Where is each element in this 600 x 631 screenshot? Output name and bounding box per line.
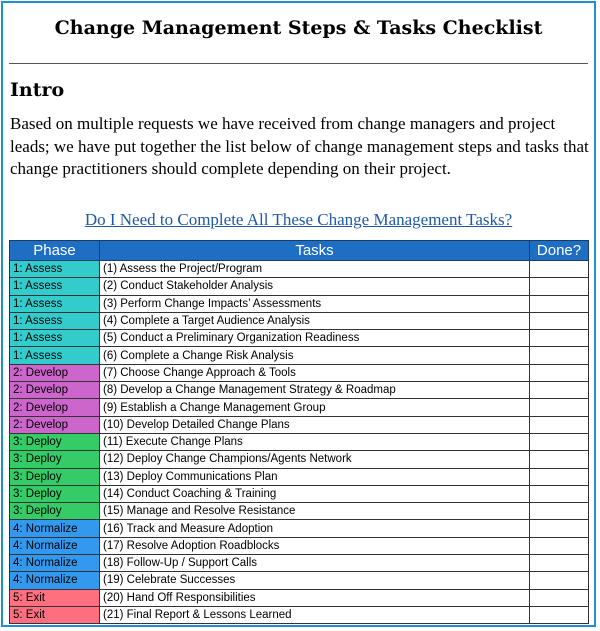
- phase-cell: 4: Normalize: [10, 555, 100, 572]
- task-cell: (14) Conduct Coaching & Training: [100, 485, 530, 502]
- done-checkbox-cell[interactable]: [530, 312, 589, 329]
- task-cell: (7) Choose Change Approach & Tools: [100, 364, 530, 381]
- task-cell: (4) Complete a Target Audience Analysis: [100, 312, 530, 329]
- task-cell: (8) Develop a Change Management Strategy & Roadmap: [100, 382, 530, 399]
- task-cell: (10) Develop Detailed Change Plans: [100, 416, 530, 433]
- phase-cell: 3: Deploy: [10, 433, 100, 450]
- done-checkbox-cell[interactable]: [530, 416, 589, 433]
- phase-cell: 2: Develop: [10, 382, 100, 399]
- task-cell: (3) Perform Change Impacts’ Assessments: [100, 295, 530, 312]
- phase-cell: 5: Exit: [10, 589, 100, 606]
- phase-cell: 4: Normalize: [10, 537, 100, 554]
- done-checkbox-cell[interactable]: [530, 537, 589, 554]
- table-row: [10, 416, 589, 433]
- done-checkbox-cell[interactable]: [530, 468, 589, 485]
- table-row: [10, 330, 589, 347]
- table-row: [10, 399, 589, 416]
- phase-cell: 1: Assess: [10, 347, 100, 364]
- done-checkbox-cell[interactable]: [530, 606, 589, 623]
- done-checkbox-cell[interactable]: [530, 295, 589, 312]
- table-row: [10, 382, 589, 399]
- task-cell: (6) Complete a Change Risk Analysis: [100, 347, 530, 364]
- table-row: [10, 278, 589, 295]
- task-cell: (16) Track and Measure Adoption: [100, 520, 530, 537]
- done-checkbox-cell[interactable]: [530, 399, 589, 416]
- table-row: [10, 433, 589, 450]
- done-checkbox-cell[interactable]: [530, 555, 589, 572]
- table-row: [10, 589, 589, 606]
- title-divider: [9, 63, 588, 64]
- table-row: [10, 537, 589, 554]
- table-row: [10, 606, 589, 623]
- phase-cell: 2: Develop: [10, 416, 100, 433]
- table-row: [10, 555, 589, 572]
- done-checkbox-cell[interactable]: [530, 485, 589, 502]
- phase-cell: 1: Assess: [10, 278, 100, 295]
- done-checkbox-cell[interactable]: [530, 382, 589, 399]
- table-row: [10, 364, 589, 381]
- done-checkbox-cell[interactable]: [530, 433, 589, 450]
- phase-cell: 5: Exit: [10, 606, 100, 623]
- header-tasks: Tasks: [100, 241, 530, 261]
- task-cell: (21) Final Report & Lessons Learned: [100, 606, 530, 623]
- phase-cell: 4: Normalize: [10, 572, 100, 589]
- table-row: [10, 485, 589, 502]
- table-row: [10, 451, 589, 468]
- phase-cell: 2: Develop: [10, 364, 100, 381]
- page-title: Change Management Steps & Tasks Checklist: [54, 17, 543, 39]
- checklist-table: [9, 240, 589, 624]
- done-checkbox-cell[interactable]: [530, 364, 589, 381]
- phase-cell: 1: Assess: [10, 312, 100, 329]
- table-row: [10, 503, 589, 520]
- table-row: [10, 312, 589, 329]
- task-cell: (9) Establish a Change Management Group: [100, 399, 530, 416]
- intro-heading: Intro: [10, 79, 65, 101]
- task-cell: (12) Deploy Change Champions/Agents Network: [100, 451, 530, 468]
- done-checkbox-cell[interactable]: [530, 278, 589, 295]
- phase-cell: 4: Normalize: [10, 520, 100, 537]
- table-row: [10, 295, 589, 312]
- phase-cell: 3: Deploy: [10, 485, 100, 502]
- phase-cell: 3: Deploy: [10, 468, 100, 485]
- intro-paragraph: Based on multiple requests we have received from change managers and project leads; we have put together the list below of change management steps and tasks that change practitioners should complete depending on their project.: [10, 114, 589, 178]
- task-cell: (11) Execute Change Plans: [100, 433, 530, 450]
- task-cell: (1) Assess the Project/Program: [100, 261, 530, 278]
- table-row: [10, 261, 589, 278]
- phase-cell: 3: Deploy: [10, 503, 100, 520]
- tasks-faq-link[interactable]: Do I Need to Complete All These Change Management Tasks?: [84, 210, 513, 229]
- done-checkbox-cell[interactable]: [530, 503, 589, 520]
- done-checkbox-cell[interactable]: [530, 589, 589, 606]
- table-row: [10, 468, 589, 485]
- done-checkbox-cell[interactable]: [530, 347, 589, 364]
- task-cell: (19) Celebrate Successes: [100, 572, 530, 589]
- phase-cell: 3: Deploy: [10, 451, 100, 468]
- done-checkbox-cell[interactable]: [530, 330, 589, 347]
- task-cell: (2) Conduct Stakeholder Analysis: [100, 278, 530, 295]
- task-cell: (20) Hand Off Responsibilities: [100, 589, 530, 606]
- table-row: [10, 520, 589, 537]
- task-cell: (15) Manage and Resolve Resistance: [100, 503, 530, 520]
- header-done: Done?: [530, 241, 589, 261]
- phase-cell: 1: Assess: [10, 261, 100, 278]
- done-checkbox-cell[interactable]: [530, 451, 589, 468]
- task-cell: (5) Conduct a Preliminary Organization Readiness: [100, 330, 530, 347]
- phase-cell: 1: Assess: [10, 330, 100, 347]
- phase-cell: 2: Develop: [10, 399, 100, 416]
- task-cell: (17) Resolve Adoption Roadblocks: [100, 537, 530, 554]
- done-checkbox-cell[interactable]: [530, 261, 589, 278]
- phase-cell: 1: Assess: [10, 295, 100, 312]
- task-cell: (13) Deploy Communications Plan: [100, 468, 530, 485]
- header-phase: Phase: [10, 241, 100, 261]
- done-checkbox-cell[interactable]: [530, 572, 589, 589]
- table-row: [10, 572, 589, 589]
- table-header-row: [10, 241, 589, 261]
- done-checkbox-cell[interactable]: [530, 520, 589, 537]
- table-row: [10, 347, 589, 364]
- task-cell: (18) Follow-Up / Support Calls: [100, 555, 530, 572]
